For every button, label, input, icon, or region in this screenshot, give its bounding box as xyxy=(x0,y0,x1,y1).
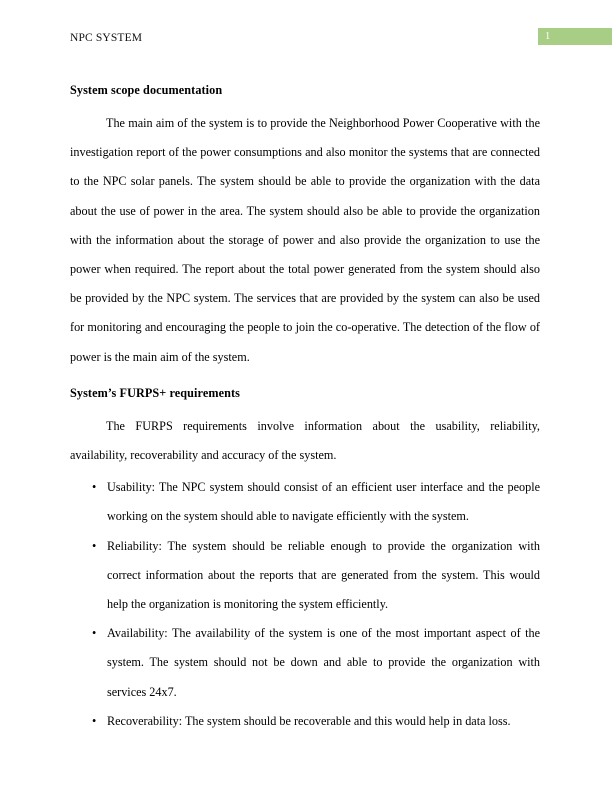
paragraph-text: The main aim of the system is to provide the Neighborhood Power Cooperative with the investigation report of the power consumptions and also monitor the systems that are connected to the NPC solar panels. The system should be able to provide the organization with the data about the use of power in the area. The system should also be able to provide the organization with the information about the storage of power and also provide the organization to use the power when required. The report about the total power generated from the system should also be provided by the NPC system. The services that are provided by the system can also be used for monitoring and encouraging the people to join the co-operative. The detection of the flow of power is the main aim of the system. xyxy=(70,116,540,364)
section-heading-system-scope: System scope documentation xyxy=(70,83,223,97)
page-number-badge xyxy=(538,28,612,45)
header-document-title: NPC SYSTEM xyxy=(70,32,143,44)
document-body xyxy=(70,80,540,736)
list-item-text: Reliability: The system should be reliable enough to provide the organization with correct information about the reports that are generated from the system. This would help the organization is monitoring the system efficiently. xyxy=(107,538,540,612)
bullet-icon: • xyxy=(92,626,97,641)
list-item xyxy=(70,707,540,736)
paragraph-furps-intro xyxy=(70,412,540,470)
list-item-text: Usability: The NPC system should consist of an efficient user interface and the people working on the system should able to navigate efficiently with the system. xyxy=(107,480,540,524)
spacer xyxy=(70,372,540,383)
paragraph-text: The FURPS requirements involve information about the usability, reliability, availability, recoverability and accuracy of the system. xyxy=(70,418,540,463)
paragraph-system-scope xyxy=(70,109,540,372)
list-item-text: Availability: The availability of the system is one of the most important aspect of the system. The system should not be down and able to provide the organization with services 24x7. xyxy=(107,626,540,699)
bullet-icon: • xyxy=(92,480,97,495)
list-item xyxy=(70,619,540,707)
spacer xyxy=(70,403,540,412)
page-header xyxy=(0,28,612,52)
bullet-icon: • xyxy=(92,538,97,553)
section-heading-furps-requirements: System’s FURPS+ requirements xyxy=(70,385,240,400)
bullet-icon: • xyxy=(92,713,97,728)
spacer xyxy=(70,100,540,109)
list-item xyxy=(70,473,540,531)
requirements-list xyxy=(70,473,540,736)
page-number-text: 1 xyxy=(545,31,551,42)
list-item-text: Recoverability: The system should be recoverable and this would help in data loss. xyxy=(107,713,511,728)
list-item xyxy=(70,532,540,620)
